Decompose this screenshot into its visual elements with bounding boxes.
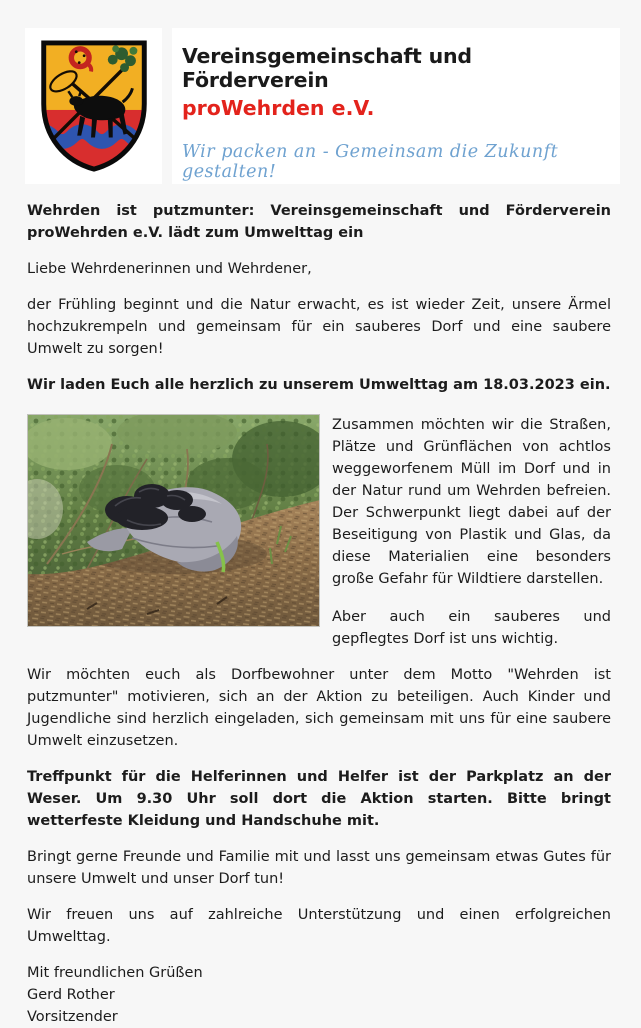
litter-photo [27, 414, 320, 627]
photo-side-text [332, 414, 611, 650]
article-body [0, 200, 641, 1028]
org-slogan: Wir packen an - Gemeinsam die Zukunft gestalten! [182, 142, 559, 182]
paragraph-thanks: Wir freuen uns auf zahlreiche Unterstützung und einen erfolgreichen Umwelttag. [27, 907, 611, 945]
org-name-line2: proWehrden e.V. [182, 96, 375, 120]
closing-regards: Mit freundlichen Grüßen [27, 965, 203, 981]
paragraph-invite: Wir laden Euch alle herzlich zu unserem Umwelttag am 18.03.2023 ein. [27, 377, 611, 393]
org-name-line1: Vereinsgemeinschaft und Förderverein [182, 44, 472, 92]
title-card [172, 28, 620, 184]
salutation: Liebe Wehrdenerinnen und Wehrdener, [27, 261, 312, 277]
closing-block [27, 962, 611, 1028]
paragraph-motto: Wir möchten euch als Dorfbewohner unter dem Motto "Wehrden ist putzmunter" motivieren, sich an der Aktion zu beteiligen. Auch Kinder und Jugendliche sind herzlich eingeladen, sich gemeinsam mit uns für eine saubere Umwelt einzusetzen. [27, 667, 611, 749]
header [0, 0, 641, 184]
coat-of-arms-icon [36, 37, 152, 175]
paragraph-spring: der Frühling beginnt und die Natur erwacht, es ist wieder Zeit, unsere Ärmel hochzukrempeln und gemeinsam für ein sauberes Dorf und eine saubere Umwelt zu sorgen! [27, 297, 611, 357]
photo-row [27, 414, 611, 650]
closing-role: Vorsitzender [27, 1009, 118, 1025]
logo-card [25, 28, 162, 184]
closing-name: Gerd Rother [27, 987, 115, 1003]
article-headline: Wehrden ist putzmunter: Vereinsgemeinschaft und Förderverein proWehrden e.V. lädt zum Umwelttag ein [27, 203, 611, 241]
paragraph-cleanup: Zusammen möchten wir die Straßen, Plätze und Grünflächen von achtlos weggeworfenem Müll im Dorf und in der Natur rund um Wehrden befreien. Der Schwerpunkt liegt dabei auf der Beseitigung von Plastik und Glas, da diese Materialien eine besonders große Gefahr für Wildtiere darstellen. [332, 417, 611, 587]
paragraph-clean-village: Aber auch ein sauberes und gepflegtes Dorf ist uns wichtig. [332, 609, 611, 647]
paragraph-meeting-point: Treffpunkt für die Helferinnen und Helfer ist der Parkplatz an der Weser. Um 9.30 Uhr soll dort die Aktion starten. Bitte bringt wetterfeste Kleidung und Handschuhe mit. [27, 769, 611, 829]
paragraph-friends: Bringt gerne Freunde und Familie mit und lasst uns gemeinsam etwas Gutes für unsere Umwelt und unser Dorf tun! [27, 849, 611, 887]
